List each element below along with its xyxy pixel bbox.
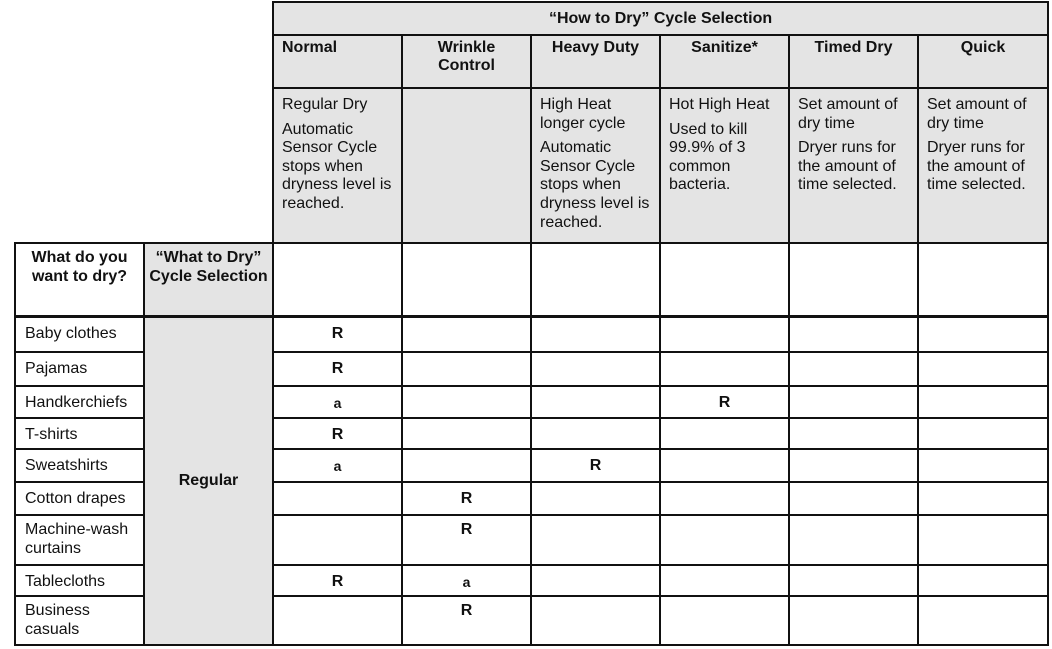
recommendation-mark — [660, 596, 789, 645]
recommendation-mark — [531, 596, 660, 645]
recommendation-mark: R — [273, 352, 402, 386]
description-text: Set amount of dry time — [798, 96, 898, 132]
cycle-selection-header: “What to Dry” Cycle Selection — [144, 243, 273, 317]
description-text: Hot High Heat — [669, 96, 770, 113]
cycle-description — [273, 88, 402, 243]
recommendation-mark — [531, 352, 660, 386]
recommendation-mark — [531, 386, 660, 418]
description-text: Automatic Sensor Cycle stops when dryness level is reached. — [282, 120, 392, 212]
blank-cell — [660, 243, 789, 317]
recommendation-mark — [789, 418, 918, 449]
recommendation-mark — [918, 565, 1048, 596]
item-name: Handkerchiefs — [15, 386, 144, 418]
selection-value: Regular — [144, 317, 273, 645]
recommendation-mark — [531, 565, 660, 596]
recommendation-mark: R — [273, 565, 402, 596]
recommendation-mark — [531, 418, 660, 449]
blank-cell — [531, 243, 660, 317]
cycle-header: Quick — [918, 35, 1048, 88]
recommendation-mark: R — [531, 449, 660, 482]
recommendation-mark — [789, 352, 918, 386]
recommendation-mark — [273, 596, 402, 645]
recommendation-mark — [660, 418, 789, 449]
recommendation-mark — [918, 317, 1048, 352]
description-text: Dryer runs for the amount of time selected. — [798, 139, 897, 194]
blank-cell — [402, 243, 531, 317]
recommendation-mark — [789, 386, 918, 418]
item-name: Sweatshirts — [15, 449, 144, 482]
recommendation-mark — [918, 482, 1048, 515]
table-title: “How to Dry” Cycle Selection — [273, 2, 1048, 35]
cycle-header: Normal — [273, 35, 402, 88]
recommendation-mark — [660, 317, 789, 352]
item-name: T-shirts — [15, 418, 144, 449]
blank-cell — [918, 243, 1048, 317]
recommendation-mark — [660, 352, 789, 386]
recommendation-mark — [402, 418, 531, 449]
what-to-dry-header: What do you want to dry? — [15, 243, 144, 317]
recommendation-mark — [789, 596, 918, 645]
description-text: Set amount of dry time — [927, 96, 1027, 132]
cycle-description — [402, 88, 531, 243]
recommendation-mark — [531, 317, 660, 352]
recommendation-mark — [402, 386, 531, 418]
recommendation-mark: R — [660, 386, 789, 418]
recommendation-mark — [918, 418, 1048, 449]
cycle-description — [789, 88, 918, 243]
recommendation-mark — [660, 449, 789, 482]
recommendation-mark — [402, 317, 531, 352]
recommendation-mark — [660, 565, 789, 596]
description-text: Regular Dry — [282, 96, 368, 113]
description-text: Used to kill 99.9% of 3 common bacteria. — [669, 120, 748, 194]
recommendation-mark — [918, 596, 1048, 645]
blank-corner — [15, 2, 273, 243]
drying-cycle-table — [14, 1, 1049, 646]
recommendation-mark — [531, 515, 660, 565]
cycle-description — [918, 88, 1048, 243]
cycle-header: Heavy Duty — [531, 35, 660, 88]
recommendation-mark — [918, 515, 1048, 565]
recommendation-mark — [273, 515, 402, 565]
recommendation-mark: R — [402, 482, 531, 515]
blank-cell — [789, 243, 918, 317]
recommendation-mark — [660, 482, 789, 515]
recommendation-mark — [918, 386, 1048, 418]
recommendation-mark: R — [402, 515, 531, 565]
cycle-description — [531, 88, 660, 243]
cycle-header: Sanitize* — [660, 35, 789, 88]
item-name: Tablecloths — [15, 565, 144, 596]
recommendation-mark — [402, 449, 531, 482]
item-name: Business casuals — [15, 596, 144, 645]
item-name: Pajamas — [15, 352, 144, 386]
recommendation-mark: R — [402, 596, 531, 645]
recommendation-mark — [789, 515, 918, 565]
recommendation-mark — [402, 352, 531, 386]
recommendation-mark — [918, 449, 1048, 482]
item-name: Baby clothes — [15, 317, 144, 352]
cycle-header: Wrinkle Control — [402, 35, 531, 88]
recommendation-mark: a — [402, 565, 531, 596]
recommendation-mark: R — [273, 317, 402, 352]
recommendation-mark: a — [273, 449, 402, 482]
description-text: Dryer runs for the amount of time selected. — [927, 139, 1026, 194]
recommendation-mark: R — [273, 418, 402, 449]
recommendation-mark — [789, 317, 918, 352]
recommendation-mark — [273, 482, 402, 515]
recommendation-mark — [789, 449, 918, 482]
blank-cell — [273, 243, 402, 317]
recommendation-mark: a — [273, 386, 402, 418]
item-name: Cotton drapes — [15, 482, 144, 515]
cycle-description — [660, 88, 789, 243]
cycle-header: Timed Dry — [789, 35, 918, 88]
description-text: High Heat longer cycle — [540, 96, 626, 132]
table-row — [15, 317, 1048, 352]
recommendation-mark — [660, 515, 789, 565]
recommendation-mark — [918, 352, 1048, 386]
recommendation-mark — [789, 482, 918, 515]
description-text: Automatic Sensor Cycle stops when dryness level is reached. — [540, 139, 650, 231]
recommendation-mark — [531, 482, 660, 515]
recommendation-mark — [789, 565, 918, 596]
item-name: Machine-wash curtains — [15, 515, 144, 565]
